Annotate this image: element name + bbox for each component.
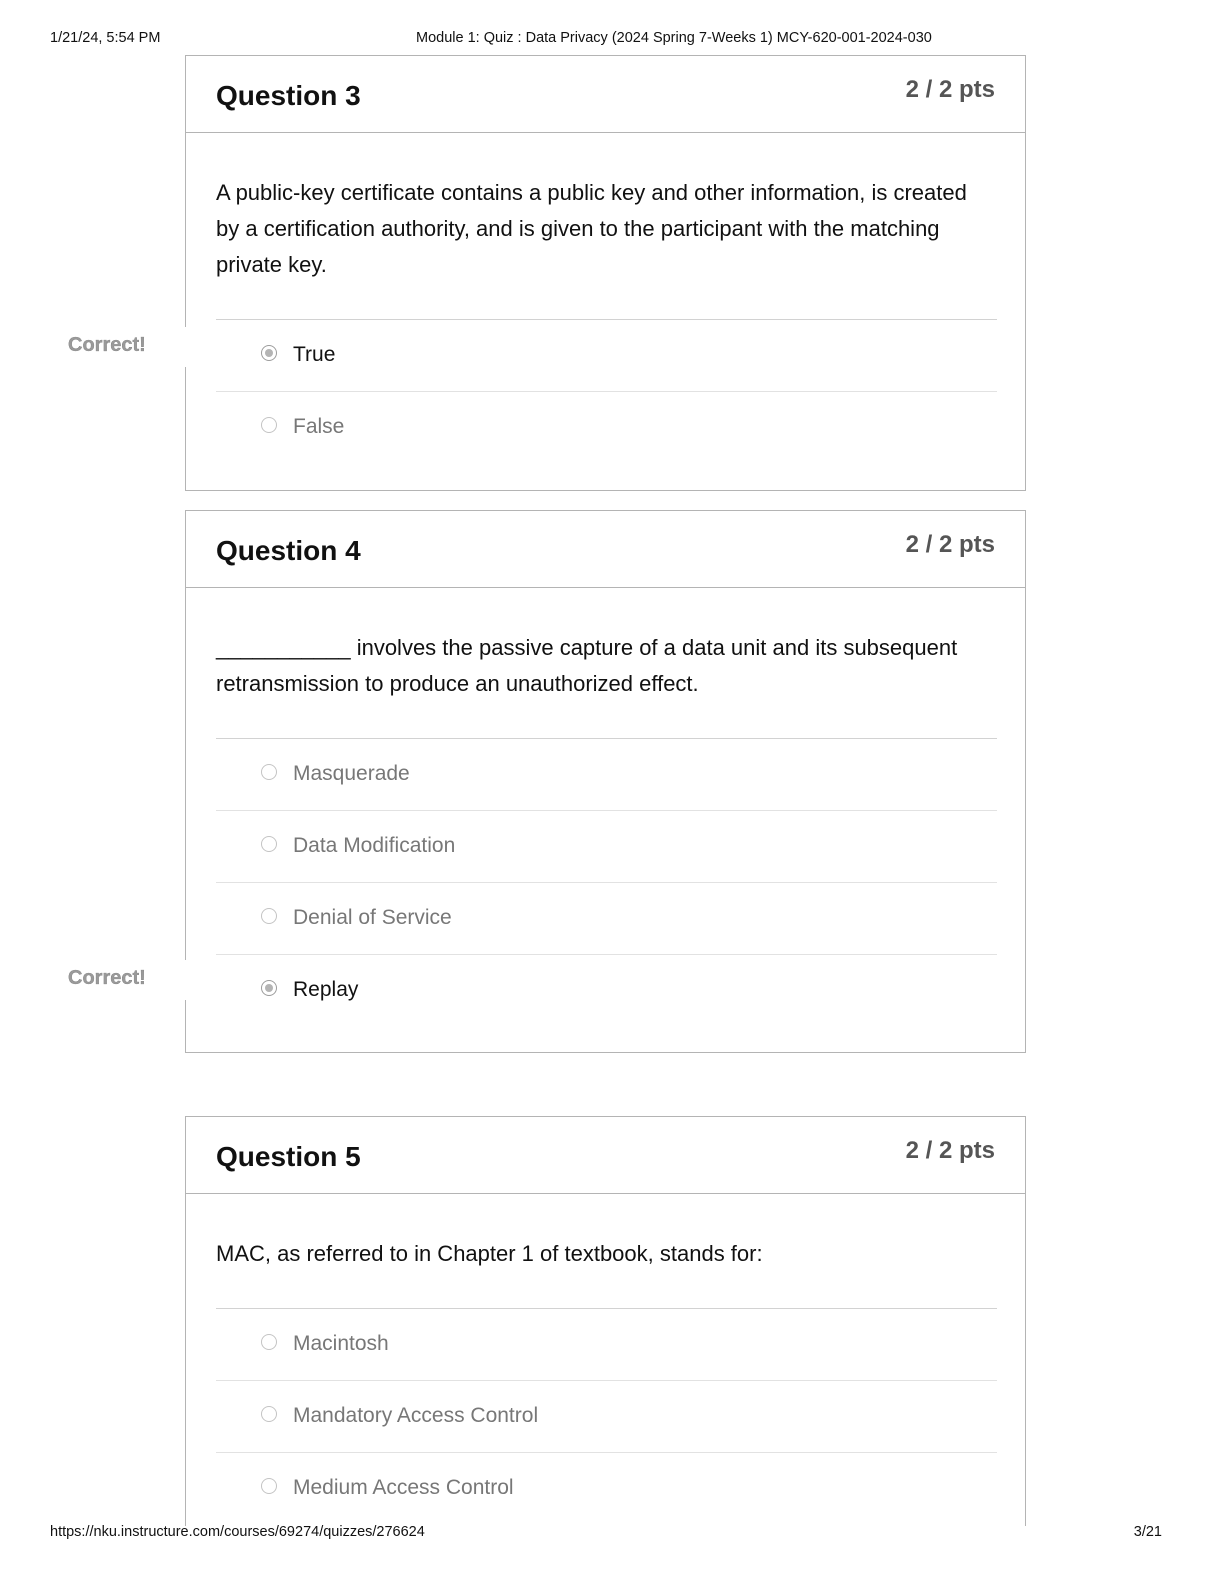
- answer-option[interactable]: [216, 954, 997, 1026]
- print-page-number: 3/21: [1133, 1524, 1162, 1540]
- answer-option[interactable]: [216, 1380, 997, 1452]
- radio-icon[interactable]: [261, 417, 277, 433]
- answer-option[interactable]: [216, 391, 997, 463]
- correct-answer-tag: Correct!: [68, 967, 146, 989]
- answer-label: True: [293, 343, 336, 366]
- answer-label: Denial of Service: [293, 906, 452, 929]
- answer-label: Masquerade: [293, 762, 410, 785]
- question-card-5: [185, 1116, 1026, 1526]
- question-header: [186, 1117, 1025, 1194]
- answer-option[interactable]: [216, 882, 997, 954]
- question-title: Question 4: [216, 535, 361, 566]
- question-title: Question 5: [216, 1141, 361, 1172]
- answer-option[interactable]: [216, 738, 997, 810]
- radio-icon[interactable]: [261, 1334, 277, 1350]
- question-points: 2 / 2 pts: [905, 76, 995, 103]
- answer-label: Replay: [293, 978, 359, 1001]
- question-points: 2 / 2 pts: [905, 531, 995, 558]
- question-card-3: [185, 55, 1026, 491]
- correct-answer-tag: Correct!: [68, 334, 146, 356]
- question-points: 2 / 2 pts: [905, 1137, 995, 1164]
- question-card-4: [185, 510, 1026, 1053]
- question-text: ___________ involves the passive capture of a data unit and its subsequent retransmission to produce an unauthorized effect.: [216, 635, 958, 696]
- question-header: [186, 56, 1025, 133]
- radio-icon[interactable]: [261, 1478, 277, 1494]
- answer-label: Mandatory Access Control: [293, 1404, 539, 1427]
- radio-icon[interactable]: [261, 908, 277, 924]
- print-page-title: Module 1: Quiz : Data Privacy (2024 Spring 7-Weeks 1) MCY-620-001-2024-030: [416, 30, 932, 46]
- answer-list: [216, 1308, 997, 1524]
- answer-option[interactable]: [216, 1452, 997, 1524]
- answer-option[interactable]: [216, 1308, 997, 1380]
- radio-icon[interactable]: [261, 836, 277, 852]
- radio-selected-icon[interactable]: [261, 980, 277, 996]
- answer-label: Data Modification: [293, 834, 456, 857]
- correct-marker-gap: [182, 327, 190, 367]
- answer-option[interactable]: [216, 319, 997, 391]
- radio-icon[interactable]: [261, 1406, 277, 1422]
- question-text: A public-key certificate contains a public key and other information, is created by a certification authority, and is given to the participant with the matching private key.: [216, 180, 967, 277]
- question-header: [186, 511, 1025, 588]
- question-text: MAC, as referred to in Chapter 1 of textbook, stands for:: [216, 1241, 763, 1266]
- answer-label: False: [293, 415, 345, 438]
- radio-icon[interactable]: [261, 764, 277, 780]
- correct-marker-gap: [182, 960, 190, 1000]
- answer-label: Medium Access Control: [293, 1476, 514, 1499]
- answer-list: [216, 319, 997, 463]
- answer-list: [216, 738, 997, 1026]
- radio-selected-icon[interactable]: [261, 345, 277, 361]
- print-datetime: 1/21/24, 5:54 PM: [50, 30, 161, 46]
- print-url: https://nku.instructure.com/courses/69274/quizzes/276624: [50, 1524, 425, 1540]
- answer-label: Macintosh: [293, 1332, 389, 1355]
- question-title: Question 3: [216, 80, 361, 111]
- answer-option[interactable]: [216, 810, 997, 882]
